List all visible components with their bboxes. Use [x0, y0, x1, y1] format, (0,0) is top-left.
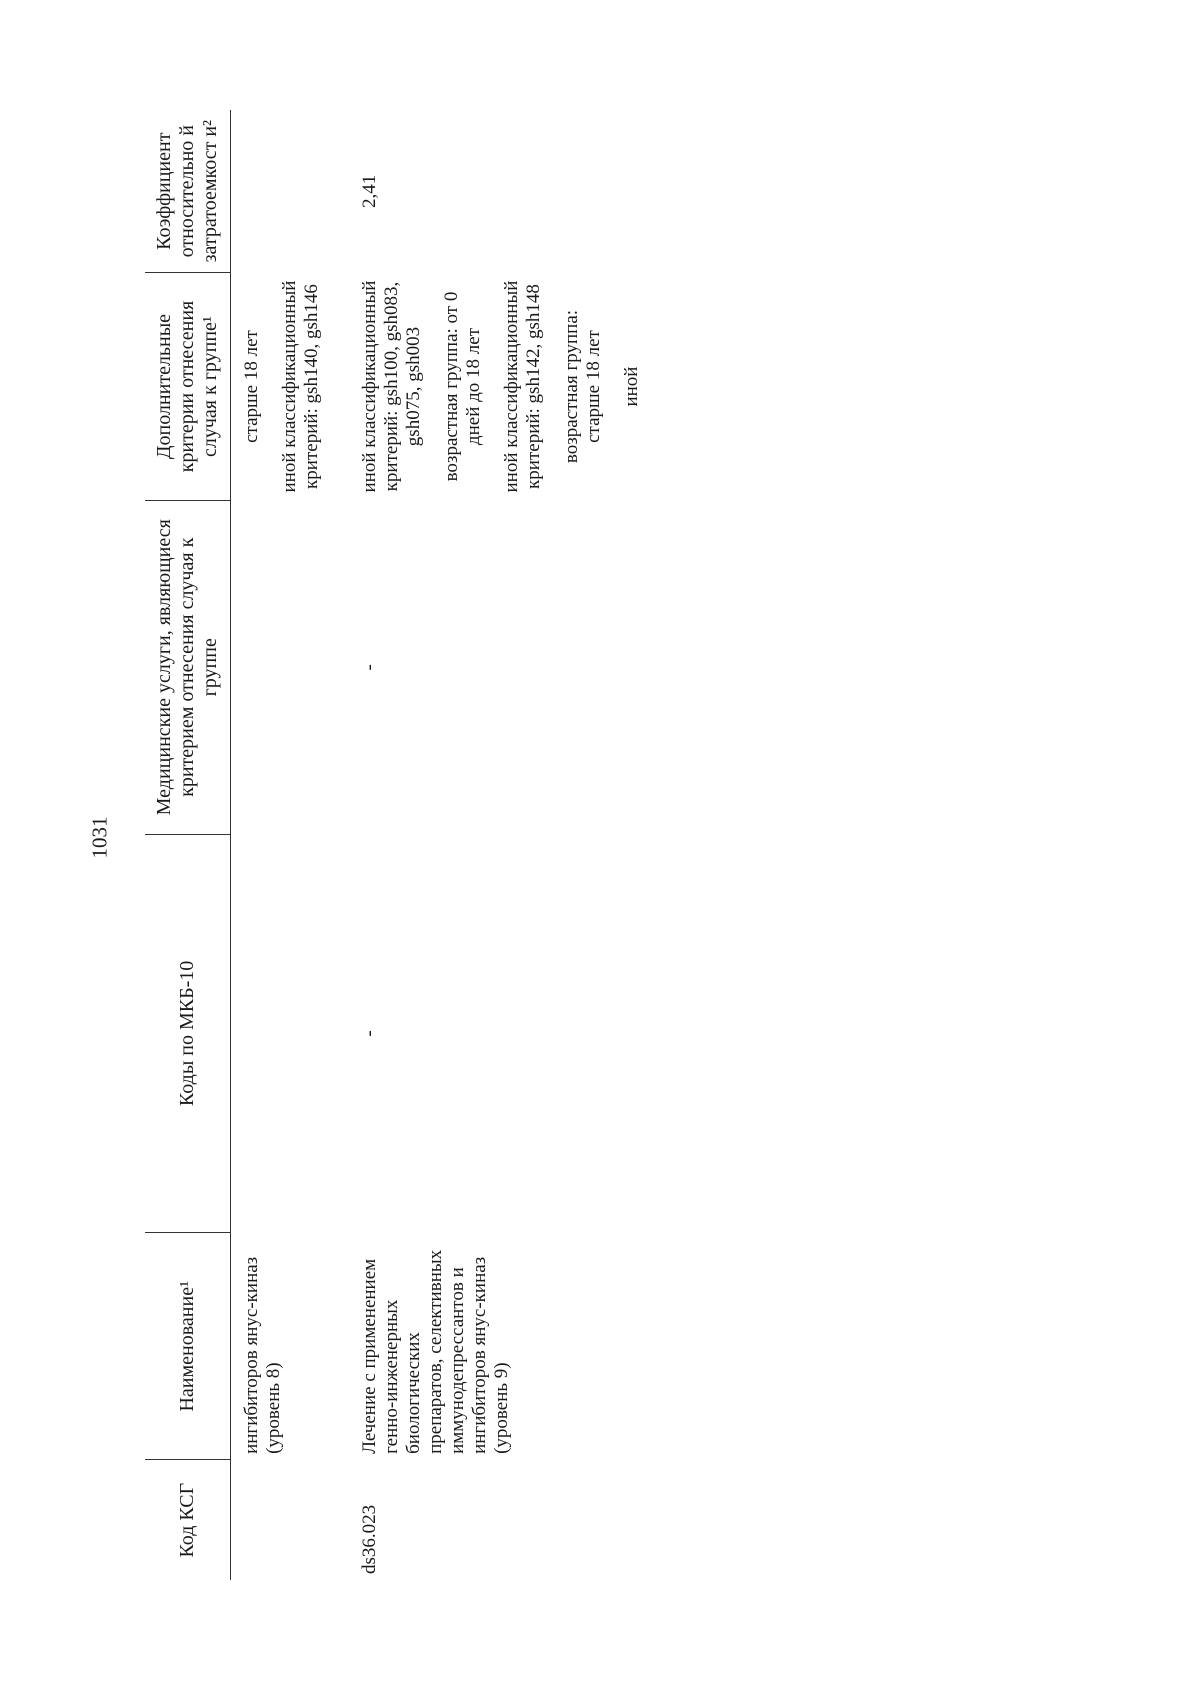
header-name: Наименование¹ [145, 1233, 231, 1460]
rotated-sheet [145, 20, 845, 1580]
row2-add-2: возрастная группа: от 0 дней до 18 лет [441, 291, 484, 482]
header-icd: Коды по МКБ-10 [145, 834, 231, 1232]
row2-services: - [359, 664, 380, 671]
ksg-table [145, 110, 669, 1580]
row1-services [231, 500, 350, 834]
row2-add-3: иной классификационный критерий: gsh142, gsh148 [501, 280, 544, 493]
row2-add-1: иной классификационный критерий: gsh100, gsh083, gsh075, gsh003 [359, 280, 424, 493]
row1-coef [231, 110, 350, 273]
row2-add-4: возрастная группа: старше 18 лет [561, 309, 604, 464]
table-header-row [145, 110, 231, 1580]
row2-add-5: иной [621, 366, 642, 407]
header-coef: Коэффициент относительно й затратоемкост и² [145, 110, 231, 273]
row1-name: ингибиторов янус-киназ (уровень 8) [241, 1256, 284, 1454]
row1-add-1: старше 18 лет [241, 330, 262, 443]
row1-icd [231, 834, 350, 1232]
header-code: Код КСГ [145, 1460, 231, 1580]
row2-coef: 2,41 [359, 174, 380, 209]
header-additional: Дополнительные критерии отнесения случая к группе¹ [145, 273, 231, 500]
row2-additional [349, 273, 669, 500]
table-row [231, 110, 350, 1580]
page-number: 1031 [87, 816, 112, 859]
row2-name: Лечение с применением генно-инженерных биологических препаратов, селективных иммунодепрессантов и ингибиторов янус-киназ (уровень 9) [359, 1249, 512, 1454]
row1-code [231, 1460, 350, 1580]
table-row [349, 110, 669, 1580]
header-services: Медицинские услуги, являющиеся критерием отнесения случая к группе [145, 500, 231, 834]
row1-add-2: иной классификационный критерий: gsh140, gsh146 [279, 280, 322, 493]
row2-icd: - [359, 1030, 380, 1037]
row1-additional [231, 273, 350, 500]
row2-code: ds36.023 [359, 1504, 380, 1574]
